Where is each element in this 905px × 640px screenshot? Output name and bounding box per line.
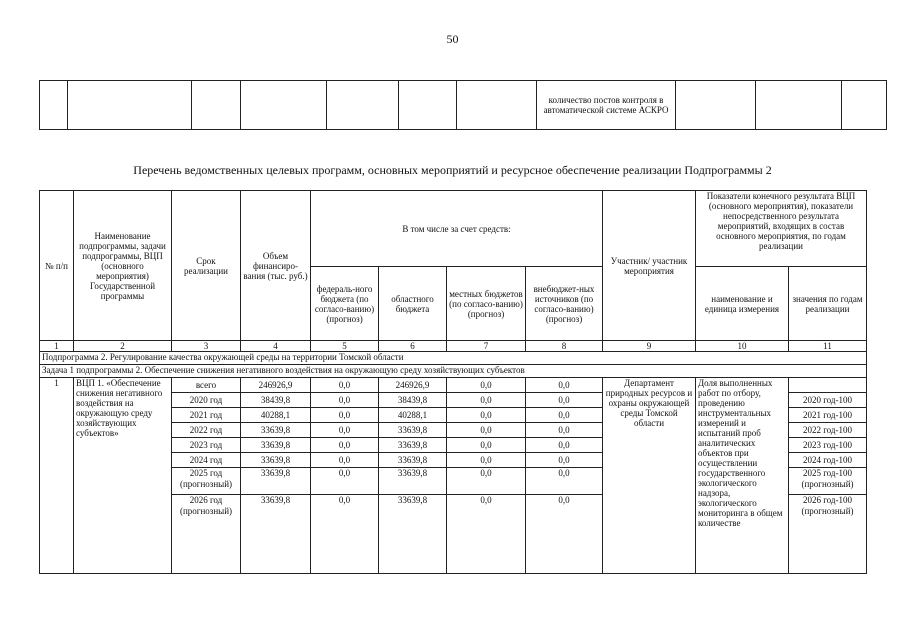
empty-cell bbox=[192, 81, 241, 130]
document-title: Перечень ведомственных целевых программ, основных мероприятий и ресурсное обеспечение реализации Подпрограммы 2 bbox=[133, 163, 772, 177]
header-name: Наименование подпрограммы, задачи подпрограммы, ВЦП (основного мероприятия) Государственной программы bbox=[74, 191, 172, 341]
header-participant: Участник/ участник мероприятия bbox=[603, 191, 696, 341]
regional-cell: 33639,8 bbox=[379, 468, 446, 495]
extrabudget-cell: 0,0 bbox=[526, 468, 602, 495]
empty-cell bbox=[68, 81, 192, 130]
col-number: 1 bbox=[40, 341, 74, 352]
local-cell: 0,0 bbox=[447, 423, 525, 438]
volume-cell: 33639,8 bbox=[241, 468, 310, 495]
item-name: ВЦП 1. «Обеспечение снижения негативного воздействия на окружающую среду хозяйствующих субъектов» bbox=[74, 378, 172, 574]
empty-cell bbox=[842, 81, 887, 130]
extrabudget-cell: 0,0 bbox=[526, 393, 602, 408]
term-cell: 2021 год bbox=[172, 408, 240, 423]
header-including: В том числе за счет средств: bbox=[311, 191, 603, 267]
federal-cell: 0,0 bbox=[311, 453, 378, 468]
regional-column bbox=[379, 378, 447, 574]
extrabudget-cell: 0,0 bbox=[526, 453, 602, 468]
extrabudget-cell: 0,0 bbox=[526, 423, 602, 438]
federal-cell: 0,0 bbox=[338, 495, 351, 505]
header-indicators: Показатели конечного результата ВЦП (основного мероприятия), показатели непосредственного результата мероприятий, входящих в состав основного мероприятия, по годам реализации bbox=[696, 191, 867, 267]
local-cell: 0,0 bbox=[447, 453, 525, 468]
volume-cell: 33639,8 bbox=[241, 423, 310, 438]
regional-cell: 38439,8 bbox=[379, 393, 446, 408]
header-extrabudget: внебюджет-ных источников (по согласо-ванию) (прогноз) bbox=[526, 267, 603, 341]
header-term: Срок реализации bbox=[172, 191, 241, 341]
page-number: 50 bbox=[446, 32, 459, 46]
header-regional: областного бюджета bbox=[379, 267, 447, 341]
header-federal: федераль-ного бюджета (по согласо-ванию) (прогноз) bbox=[311, 267, 379, 341]
volume-cell: 38439,8 bbox=[241, 393, 310, 408]
header-indicator-values: значения по годам реализации bbox=[789, 267, 867, 341]
federal-cell: 0,0 bbox=[311, 378, 378, 393]
value-cell: 2021 год-100 bbox=[789, 408, 866, 423]
federal-cell: 0,0 bbox=[311, 438, 378, 453]
local-cell: 0,0 bbox=[447, 378, 525, 393]
empty-cell bbox=[676, 81, 756, 130]
col-number: 3 bbox=[172, 341, 241, 352]
regional-cell: 33639,8 bbox=[379, 423, 446, 438]
col-number: 10 bbox=[696, 341, 789, 352]
federal-cell: 0,0 bbox=[311, 408, 378, 423]
value-cell: 2026 год-100 (прогнозный) bbox=[801, 495, 854, 516]
empty-cell bbox=[241, 81, 327, 130]
regional-cell: 246926,9 bbox=[379, 378, 446, 393]
federal-cell: 0,0 bbox=[311, 423, 378, 438]
previous-table-fragment bbox=[39, 80, 887, 130]
extrabudget-cell: 0,0 bbox=[558, 495, 570, 505]
federal-cell: 0,0 bbox=[311, 468, 378, 495]
task-row: Задача 1 подпрограммы 2. Обеспечение снижения негативного воздействия на окружающую среду хозяйствующих субъектов bbox=[40, 365, 867, 378]
extrabudget-column bbox=[526, 378, 603, 574]
empty-cell bbox=[399, 81, 457, 130]
volume-column bbox=[241, 378, 311, 574]
col-number: 9 bbox=[603, 341, 696, 352]
regional-cell: 40288,1 bbox=[379, 408, 446, 423]
term-cell: 2020 год bbox=[172, 393, 240, 408]
indicator-cell: количество постов контроля в автоматической системе АСКРО bbox=[537, 81, 676, 130]
item-indicator: Доля выполненных работ по отбору, проведению инструментальных измерений и испытаний проб аналитических объектов при осуществлении государственного экологического надзора, экологического мониторинга в общем количестве bbox=[696, 378, 789, 574]
col-number: 4 bbox=[241, 341, 311, 352]
empty-cell bbox=[756, 81, 842, 130]
program-table bbox=[39, 190, 867, 574]
volume-cell: 40288,1 bbox=[241, 408, 310, 423]
extrabudget-cell: 0,0 bbox=[526, 438, 602, 453]
local-cell: 0,0 bbox=[447, 393, 525, 408]
volume-cell: 33639,8 bbox=[241, 453, 310, 468]
value-cell: 2023 год-100 bbox=[789, 438, 866, 453]
col-number: 6 bbox=[379, 341, 447, 352]
col-number: 7 bbox=[447, 341, 526, 352]
header-num: № п/п bbox=[40, 191, 74, 341]
item-participant: Департамент природных ресурсов и охраны окружающей среды Томской области bbox=[603, 378, 696, 574]
regional-cell: 33639,8 bbox=[379, 453, 446, 468]
empty-cell bbox=[327, 81, 399, 130]
extrabudget-cell: 0,0 bbox=[526, 378, 602, 393]
volume-cell: 246926,9 bbox=[241, 378, 310, 393]
local-cell: 0,0 bbox=[447, 438, 525, 453]
col-number: 5 bbox=[311, 341, 379, 352]
empty-cell bbox=[457, 81, 537, 130]
value-cell: 2024 год-100 bbox=[789, 453, 866, 468]
subprogram-row: Подпрограмма 2. Регулирование качества окружающей среды на территории Томской области bbox=[40, 352, 867, 365]
empty-cell bbox=[40, 81, 68, 130]
extrabudget-cell: 0,0 bbox=[526, 408, 602, 423]
term-cell: 2022 год bbox=[172, 423, 240, 438]
federal-cell: 0,0 bbox=[311, 393, 378, 408]
regional-cell: 33639,8 bbox=[379, 438, 446, 453]
value-cell: 2022 год-100 bbox=[789, 423, 866, 438]
item-row bbox=[40, 378, 867, 574]
term-cell: 2024 год bbox=[172, 453, 240, 468]
term-column bbox=[172, 378, 241, 574]
local-column bbox=[447, 378, 526, 574]
local-cell: 0,0 bbox=[447, 468, 525, 495]
local-cell: 0,0 bbox=[480, 495, 492, 505]
col-number: 8 bbox=[526, 341, 603, 352]
term-cell: всего bbox=[172, 378, 240, 393]
term-cell: 2025 год (прогнозный) bbox=[172, 468, 240, 495]
term-cell: 2023 год bbox=[172, 438, 240, 453]
col-number: 2 bbox=[74, 341, 172, 352]
federal-column bbox=[311, 378, 379, 574]
indicator-values-column bbox=[789, 378, 867, 574]
local-cell: 0,0 bbox=[447, 408, 525, 423]
item-num: 1 bbox=[40, 378, 74, 574]
header-local: местных бюджетов (по согласо-ванию) (прогноз) bbox=[447, 267, 526, 341]
value-cell: 2025 год-100 (прогнозный) bbox=[789, 468, 866, 495]
header-indicator-name: наименование и единица измерения bbox=[696, 267, 789, 341]
col-number: 11 bbox=[789, 341, 867, 352]
value-cell: 2020 год-100 bbox=[789, 392, 866, 408]
volume-cell: 33639,8 bbox=[241, 438, 310, 453]
spacer-cell bbox=[789, 378, 866, 392]
term-cell: 2026 год (прогнозный) bbox=[179, 495, 233, 516]
regional-cell: 33639,8 bbox=[397, 495, 428, 505]
header-volume: Объем финансиро-вания (тыс. руб.) bbox=[241, 191, 311, 341]
volume-cell: 33639,8 bbox=[260, 495, 291, 505]
